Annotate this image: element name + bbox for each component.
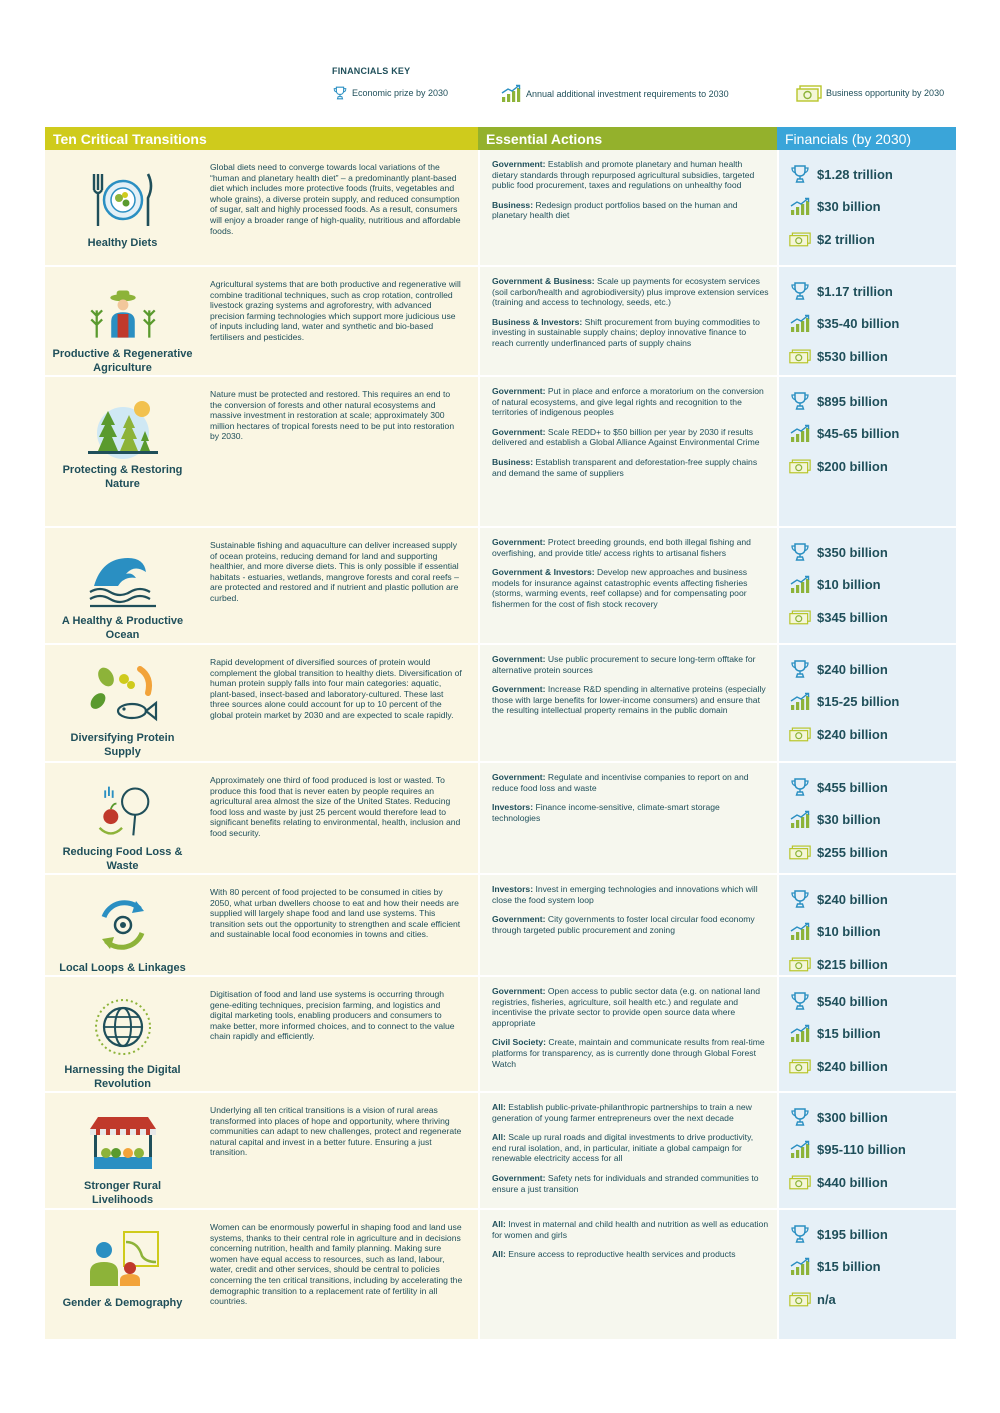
transition-description: Global diets need to converge towards local variations of the “human and planetary health diet” – a predominantly plant-based diet which includes more protective foods (fruits, vegetables and whole grains), a diverse protein supply, and reduced consumption of sugar, salt and highly processed foods. As a result, consumers will enjoy a broader range of high-quality, nutritious and affordable foods. (210, 162, 461, 236)
action-actor: Investors: (492, 802, 534, 813)
financial-investment (789, 916, 956, 949)
financial-value: $35-40 billion (817, 316, 900, 332)
banknote-icon (789, 607, 811, 627)
financial-business-opportunity (789, 340, 956, 373)
transition-name: A Healthy & Productive Ocean (61, 615, 184, 641)
trophy-icon (789, 1107, 811, 1127)
financials-cell (777, 267, 956, 375)
financial-value: $540 billion (817, 993, 888, 1009)
transition-description: Approximately one third of food produced is lost or wasted. To produce this food that is never eaten by people requires an agricultural area almost the size of the United States. Reducing food loss and waste by just 25 percent would therefore lead to significant benefits relating to environmental, health, inclusion and food security. (210, 775, 461, 838)
financials-key-items (332, 84, 972, 108)
key-item-investment (500, 84, 729, 104)
digital-globe-icon (84, 995, 162, 1059)
financial-value: n/a (817, 1291, 836, 1307)
action-text: Finance income-sensitive, climate-smart storage technologies (492, 802, 720, 823)
header-financials: Financials (by 2030) (777, 127, 956, 150)
essential-action (492, 772, 769, 793)
banknote-icon (789, 954, 811, 974)
action-actor: Government: (492, 386, 546, 396)
transition-cell (45, 875, 478, 975)
transition-name: Diversifying Protein Supply (70, 732, 175, 758)
actions-cell (478, 377, 777, 526)
financial-economic-prize (789, 653, 956, 686)
financial-investment (789, 308, 956, 341)
trophy-icon (789, 889, 811, 909)
table-body (45, 150, 956, 1341)
action-actor: Government: (492, 1172, 546, 1183)
banknote-icon (789, 456, 811, 476)
actions-cell (478, 645, 777, 761)
financial-investment (789, 191, 956, 224)
financials-cell (777, 1093, 956, 1208)
transition-cell (45, 645, 478, 761)
transition-description: Digitisation of food and land use systems is occurring through gene-editing techniques, precision farming, and logistics and digital marketing tools, enabling producers and consumers to make better, more informed choices, and to connect to the value chain rapidly and efficiently. (210, 989, 455, 1042)
growth-chart-icon (789, 1140, 811, 1160)
transition-cell (45, 377, 478, 526)
financial-value: $240 billion (817, 726, 888, 742)
financial-value: $45-65 billion (817, 426, 900, 442)
action-actor: Business: (492, 456, 534, 467)
financial-value: $200 billion (817, 458, 888, 474)
action-text: Protect breeding grounds, end both illegal fishing and overfishing, and provide title/ access rights to artisanal fishers (492, 537, 751, 558)
table-row (45, 1210, 956, 1341)
action-actor: All: (492, 1249, 506, 1260)
financial-business-opportunity (789, 1166, 956, 1199)
financial-business-opportunity (789, 601, 956, 634)
action-text: Create, maintain and communicate results from real-time platforms for transparency, as is currently done through Global Forest Watch (492, 1037, 765, 1069)
transition-icon-column (45, 1210, 200, 1339)
essential-action (492, 1249, 769, 1260)
growth-chart-icon (789, 692, 811, 712)
action-actor: Government & Business: (492, 276, 595, 286)
trophy-icon (789, 281, 811, 301)
financial-investment (789, 686, 956, 719)
action-actor: Government: (492, 986, 546, 996)
action-text: Scale up payments for ecosystem services (soil carbon/health and agrobiodiversity) plus improve extension services (training and access to technology, seeds, etc.) (492, 276, 769, 308)
people-chart-icon (84, 1228, 162, 1292)
financial-economic-prize (789, 1101, 956, 1134)
essential-action (492, 567, 769, 609)
forest-icon (84, 395, 162, 459)
actions-cell (478, 875, 777, 975)
transition-description: With 80 percent of food projected to be consumed in cities by 2050, what urban dwellers choose to eat and how their needs are supplied will largely shape food and land use systems. This transition sets out the opportunity to strengthen and scale efficient and sustainable local food economies in towns and cities. (210, 887, 461, 940)
key-item-label: Business opportunity by 2030 (826, 88, 945, 98)
financial-value: $95-110 billion (817, 1142, 906, 1158)
transition-description: Women can be enormously powerful in shaping food and land use systems, thanks to their central role in agriculture and in decisions concerning nutrition, health and family planning. Making sure women have equal access to resources, such as land, labour, water, credit and other services, should be central to policies concerning the ten critical transitions, including by accelerating the demographic transition to a replacement rate of fertility in all countries. (210, 1222, 463, 1307)
essential-action (492, 1173, 769, 1194)
actions-cell (478, 1093, 777, 1208)
action-actor: Business: (492, 199, 534, 210)
action-text: Develop new approaches and business models for insurance against catastrophic events affecting fisheries (storms, warming events, reef collapse) and for compensating poor fishermen for the cost of fish stock recovery (492, 567, 748, 609)
actions-cell (478, 267, 777, 375)
financial-value: $15 billion (817, 1026, 881, 1042)
essential-action (492, 986, 769, 1028)
financials-cell (777, 528, 956, 643)
action-actor: Government & Investors: (492, 567, 595, 578)
financial-business-opportunity (789, 836, 956, 869)
table-row (45, 150, 956, 267)
transition-cell (45, 528, 478, 643)
key-item-business-opportunity (796, 84, 944, 102)
financials-key-title: FINANCIALS KEY (332, 66, 411, 76)
financial-value: $2 trillion (817, 231, 875, 247)
transition-icon-column (45, 528, 200, 643)
financial-value: $895 billion (817, 393, 888, 409)
growth-chart-icon (500, 84, 522, 104)
financial-value: $30 billion (817, 199, 881, 215)
trophy-icon (789, 542, 811, 562)
financials-cell (777, 763, 956, 873)
food-waste-icon (84, 781, 162, 841)
action-text: Shift procurement from buying commodities to investing in sustainable supply chains; deploy innovative finance to reach currently underfinanced parts of supply chains (492, 316, 760, 348)
action-actor: Business & Investors: (492, 316, 583, 327)
action-actor: Government: (492, 772, 546, 782)
transition-cell (45, 1210, 478, 1339)
action-actor: Government: (492, 654, 546, 664)
action-text: Increase R&D spending in alternative proteins (especially those with large benefits for lower-income consumers) and ensure that the resulting intellectual property remains in the public domain (492, 684, 766, 716)
transition-icon-column (45, 977, 200, 1091)
financial-investment (789, 1251, 956, 1284)
action-text: Ensure access to reproductive health services and products (505, 1249, 736, 1260)
financial-investment (789, 804, 956, 837)
transition-icon-column (45, 763, 200, 873)
financials-cell (777, 150, 956, 265)
actions-cell (478, 763, 777, 873)
financial-business-opportunity (789, 450, 956, 483)
action-actor: All: (492, 1132, 506, 1143)
actions-cell (478, 1210, 777, 1339)
action-text: Invest in emerging technologies and innovations which will close the food system loop (492, 884, 758, 905)
transitions-table (45, 127, 956, 1341)
transition-name: Healthy Diets (87, 237, 158, 249)
action-actor: All: (492, 1219, 506, 1229)
growth-chart-icon (789, 424, 811, 444)
trophy-icon (332, 84, 348, 102)
market-stall-icon (84, 1111, 162, 1175)
banknote-icon (796, 84, 822, 102)
financial-value: $30 billion (817, 812, 881, 828)
financial-value: $10 billion (817, 577, 881, 593)
transition-name: Gender & Demography (62, 1297, 183, 1309)
essential-action (492, 457, 769, 478)
financial-value: $215 billion (817, 956, 888, 972)
action-text: Use public procurement to secure long-term offtake for alternative protein sources (492, 654, 756, 675)
action-text: Scale up rural roads and digital investments to drive productivity, end rural isolation, and, in particular, initiate a global campaign for renewable electricity access for all (492, 1132, 754, 1164)
transition-icon-column (45, 267, 200, 375)
essential-action (492, 200, 769, 221)
financials-cell (777, 377, 956, 526)
financials-cell (777, 645, 956, 761)
action-text: Establish public-private-philanthropic partnerships to train a new generation of young farmer entrepreneurs over the next decade (492, 1102, 752, 1123)
growth-chart-icon (789, 314, 811, 334)
actions-cell (478, 150, 777, 265)
table-row (45, 267, 956, 377)
essential-action (492, 386, 769, 418)
transition-icon-column (45, 377, 200, 526)
transition-description: Underlying all ten critical transitions is a vision of rural areas transformed into places of hope and opportunity, where thriving communities can adapt to new challenges, protect and regenerate natural capital and invest in a better future. Ensuring a just transition. (210, 1105, 462, 1158)
financials-cell (777, 1210, 956, 1339)
essential-action (492, 1102, 769, 1123)
essential-action (492, 317, 769, 349)
transition-description: Agricultural systems that are both productive and regenerative will combine traditional techniques, such as crop rotation, controlled livestock grazing systems and agroforestry, with advanced precision farming technologies which support more judicious use of inputs including land, water and synthetic and bio-based fertilisers and pesticides. (210, 279, 461, 342)
farmer-icon (84, 285, 162, 343)
banknote-icon (789, 229, 811, 249)
action-text: Establish transparent and deforestation-free supply chains and demand the same of suppliers (492, 456, 758, 478)
protein-sources-icon (84, 663, 162, 727)
financial-economic-prize (789, 1218, 956, 1251)
transition-cell (45, 150, 478, 265)
financial-economic-prize (789, 985, 956, 1018)
essential-action (492, 427, 769, 448)
financial-economic-prize (789, 536, 956, 569)
financial-value: $530 billion (817, 348, 888, 364)
financial-value: $345 billion (817, 609, 888, 625)
transition-description: Rapid development of diversified sources of protein would complement the global transition to healthy diets. Diversification of human protein supply falls into four main categories: aquatic, plant-based, insect-based and laboratory-cultured. These last three sources alone could account for up to 10 percent of the global protein market by 2030 and are expected to scale rapidly. (210, 657, 462, 720)
financial-value: $195 billion (817, 1226, 888, 1242)
essential-action (492, 654, 769, 675)
essential-action (492, 1132, 769, 1164)
financials-key (332, 66, 972, 110)
actions-cell (478, 528, 777, 643)
trophy-icon (789, 659, 811, 679)
financial-investment (789, 569, 956, 602)
action-text: Safety nets for individuals and stranded communities to ensure a just transition (492, 1172, 759, 1194)
table-row (45, 645, 956, 763)
table-row (45, 528, 956, 645)
action-text: Scale REDD+ to $50 billion per year by 2030 if results delivered and establish a Global Alliance Against Environmental Crime (492, 426, 760, 448)
financial-investment (789, 1018, 956, 1051)
action-actor: Government: (492, 426, 546, 437)
transition-cell (45, 977, 478, 1091)
trophy-icon (789, 1224, 811, 1244)
trophy-icon (789, 991, 811, 1011)
transition-cell (45, 763, 478, 873)
circular-loop-icon (84, 893, 162, 957)
essential-action (492, 884, 769, 905)
action-actor: Government: (492, 914, 546, 925)
financial-value: $15 billion (817, 1259, 881, 1275)
trophy-icon (789, 391, 811, 411)
essential-action (492, 684, 769, 716)
financial-economic-prize (789, 275, 956, 308)
financial-value: $240 billion (817, 891, 888, 907)
action-actor: Government: (492, 537, 546, 547)
financial-investment (789, 418, 956, 451)
financial-economic-prize (789, 883, 956, 916)
transition-name: Protecting & Restoring Nature (62, 464, 183, 490)
action-actor: Civil Society: (492, 1037, 546, 1048)
financial-value: $300 billion (817, 1109, 888, 1125)
trophy-icon (789, 777, 811, 797)
action-actor: Government: (492, 159, 546, 169)
table-row (45, 377, 956, 528)
actions-cell (478, 977, 777, 1091)
transition-cell (45, 267, 478, 375)
action-text: City governments to foster local circular food economy through targeted public procurement and zoning (492, 914, 755, 935)
transition-description: Sustainable fishing and aquaculture can deliver increased supply of ocean proteins, reducing demand for land and supporting healthier, and more diverse diets. This is only possible if essential habitats - estuaries, wetlands, mangrove forests and coral reefs – are protected and restored and if nutrient and plastic pollution are curbed. (210, 540, 459, 603)
essential-action (492, 914, 769, 935)
action-text: Redesign product portfolios based on the human and planetary health diet (492, 199, 738, 221)
transition-name: Harnessing the Digital Revolution (64, 1064, 181, 1090)
essential-action (492, 1037, 769, 1069)
financial-value: $440 billion (817, 1174, 888, 1190)
key-item-economic-prize (332, 84, 448, 102)
key-item-label: Annual additional investment requirements to 2030 (526, 89, 729, 99)
action-actor: Investors: (492, 884, 534, 894)
financial-value: $350 billion (817, 544, 888, 560)
action-text: Put in place and enforce a moratorium on the conversion of natural ecosystems, and give legal rights and recognition to the territories of indigenous peoples (492, 386, 764, 418)
financial-value: $15-25 billion (817, 694, 900, 710)
financials-cell (777, 875, 956, 975)
banknote-icon (789, 346, 811, 366)
growth-chart-icon (789, 810, 811, 830)
transition-name: Local Loops & Linkages (59, 962, 186, 974)
transition-icon-column (45, 645, 200, 761)
essential-action (492, 537, 769, 558)
banknote-icon (789, 724, 811, 744)
action-actor: Government: (492, 684, 546, 695)
financial-economic-prize (789, 158, 956, 191)
header-actions: Essential Actions (478, 127, 777, 150)
action-text: Establish and promote planetary and human health dietary standards through repurposed agricultural subsidies, targeted public food procurement, taxes and regulations on unhealthy food (492, 159, 755, 191)
transition-icon-column (45, 150, 200, 265)
header-transitions: Ten Critical Transitions (45, 127, 478, 150)
action-text: Regulate and incentivise companies to report on and reduce food loss and waste (492, 772, 749, 793)
transition-icon-column (45, 1093, 200, 1208)
financial-business-opportunity (789, 1050, 956, 1083)
transition-name: Reducing Food Loss & Waste (62, 846, 183, 872)
transition-icon-column (45, 875, 200, 975)
financial-business-opportunity (789, 718, 956, 751)
action-actor: All: (492, 1102, 506, 1112)
key-item-label: Economic prize by 2030 (352, 88, 449, 98)
banknote-icon (789, 1056, 811, 1076)
transition-name: Stronger Rural Livelihoods (83, 1180, 161, 1206)
financial-value: $455 billion (817, 779, 888, 795)
financial-value: $1.28 trillion (817, 166, 893, 182)
financial-value: $240 billion (817, 661, 888, 677)
plate-cutlery-icon (84, 168, 162, 232)
financial-economic-prize (789, 771, 956, 804)
essential-action (492, 159, 769, 191)
table-row (45, 977, 956, 1093)
banknote-icon (789, 1172, 811, 1192)
action-text: Open access to public sector data (e.g. on national land registries, fisheries, agriculture, soil health etc.) and regulate and incentivise the private sector to provide open source data where appropriate (492, 986, 760, 1028)
trophy-icon (789, 164, 811, 184)
essential-action (492, 802, 769, 823)
transition-name: Productive & Regenerative Agriculture (52, 348, 193, 374)
transition-cell (45, 1093, 478, 1208)
essential-action (492, 276, 769, 308)
financial-business-opportunity (789, 1283, 956, 1316)
financial-value: $240 billion (817, 1058, 888, 1074)
financial-value: $10 billion (817, 924, 881, 940)
table-row (45, 1093, 956, 1210)
growth-chart-icon (789, 922, 811, 942)
financial-value: $1.17 trillion (817, 283, 893, 299)
table-header (45, 127, 956, 150)
financial-investment (789, 1134, 956, 1167)
table-row (45, 875, 956, 977)
financial-business-opportunity (789, 948, 956, 981)
growth-chart-icon (789, 197, 811, 217)
table-row (45, 763, 956, 875)
growth-chart-icon (789, 575, 811, 595)
wave-icon (84, 546, 162, 610)
financial-business-opportunity (789, 223, 956, 256)
banknote-icon (789, 842, 811, 862)
banknote-icon (789, 1289, 811, 1309)
action-text: Invest in maternal and child health and nutrition as well as education for women and girls (492, 1219, 769, 1240)
financials-cell (777, 977, 956, 1091)
transition-description: Nature must be protected and restored. This requires an end to the conversion of forests and other natural ecosystems and massive investment in restoration at scale; approximately 300 million hectares of tropical forests need to be put into restoration by 2030. (210, 389, 455, 442)
essential-action (492, 1219, 769, 1240)
financial-value: $255 billion (817, 844, 888, 860)
financial-economic-prize (789, 385, 956, 418)
growth-chart-icon (789, 1024, 811, 1044)
growth-chart-icon (789, 1257, 811, 1277)
